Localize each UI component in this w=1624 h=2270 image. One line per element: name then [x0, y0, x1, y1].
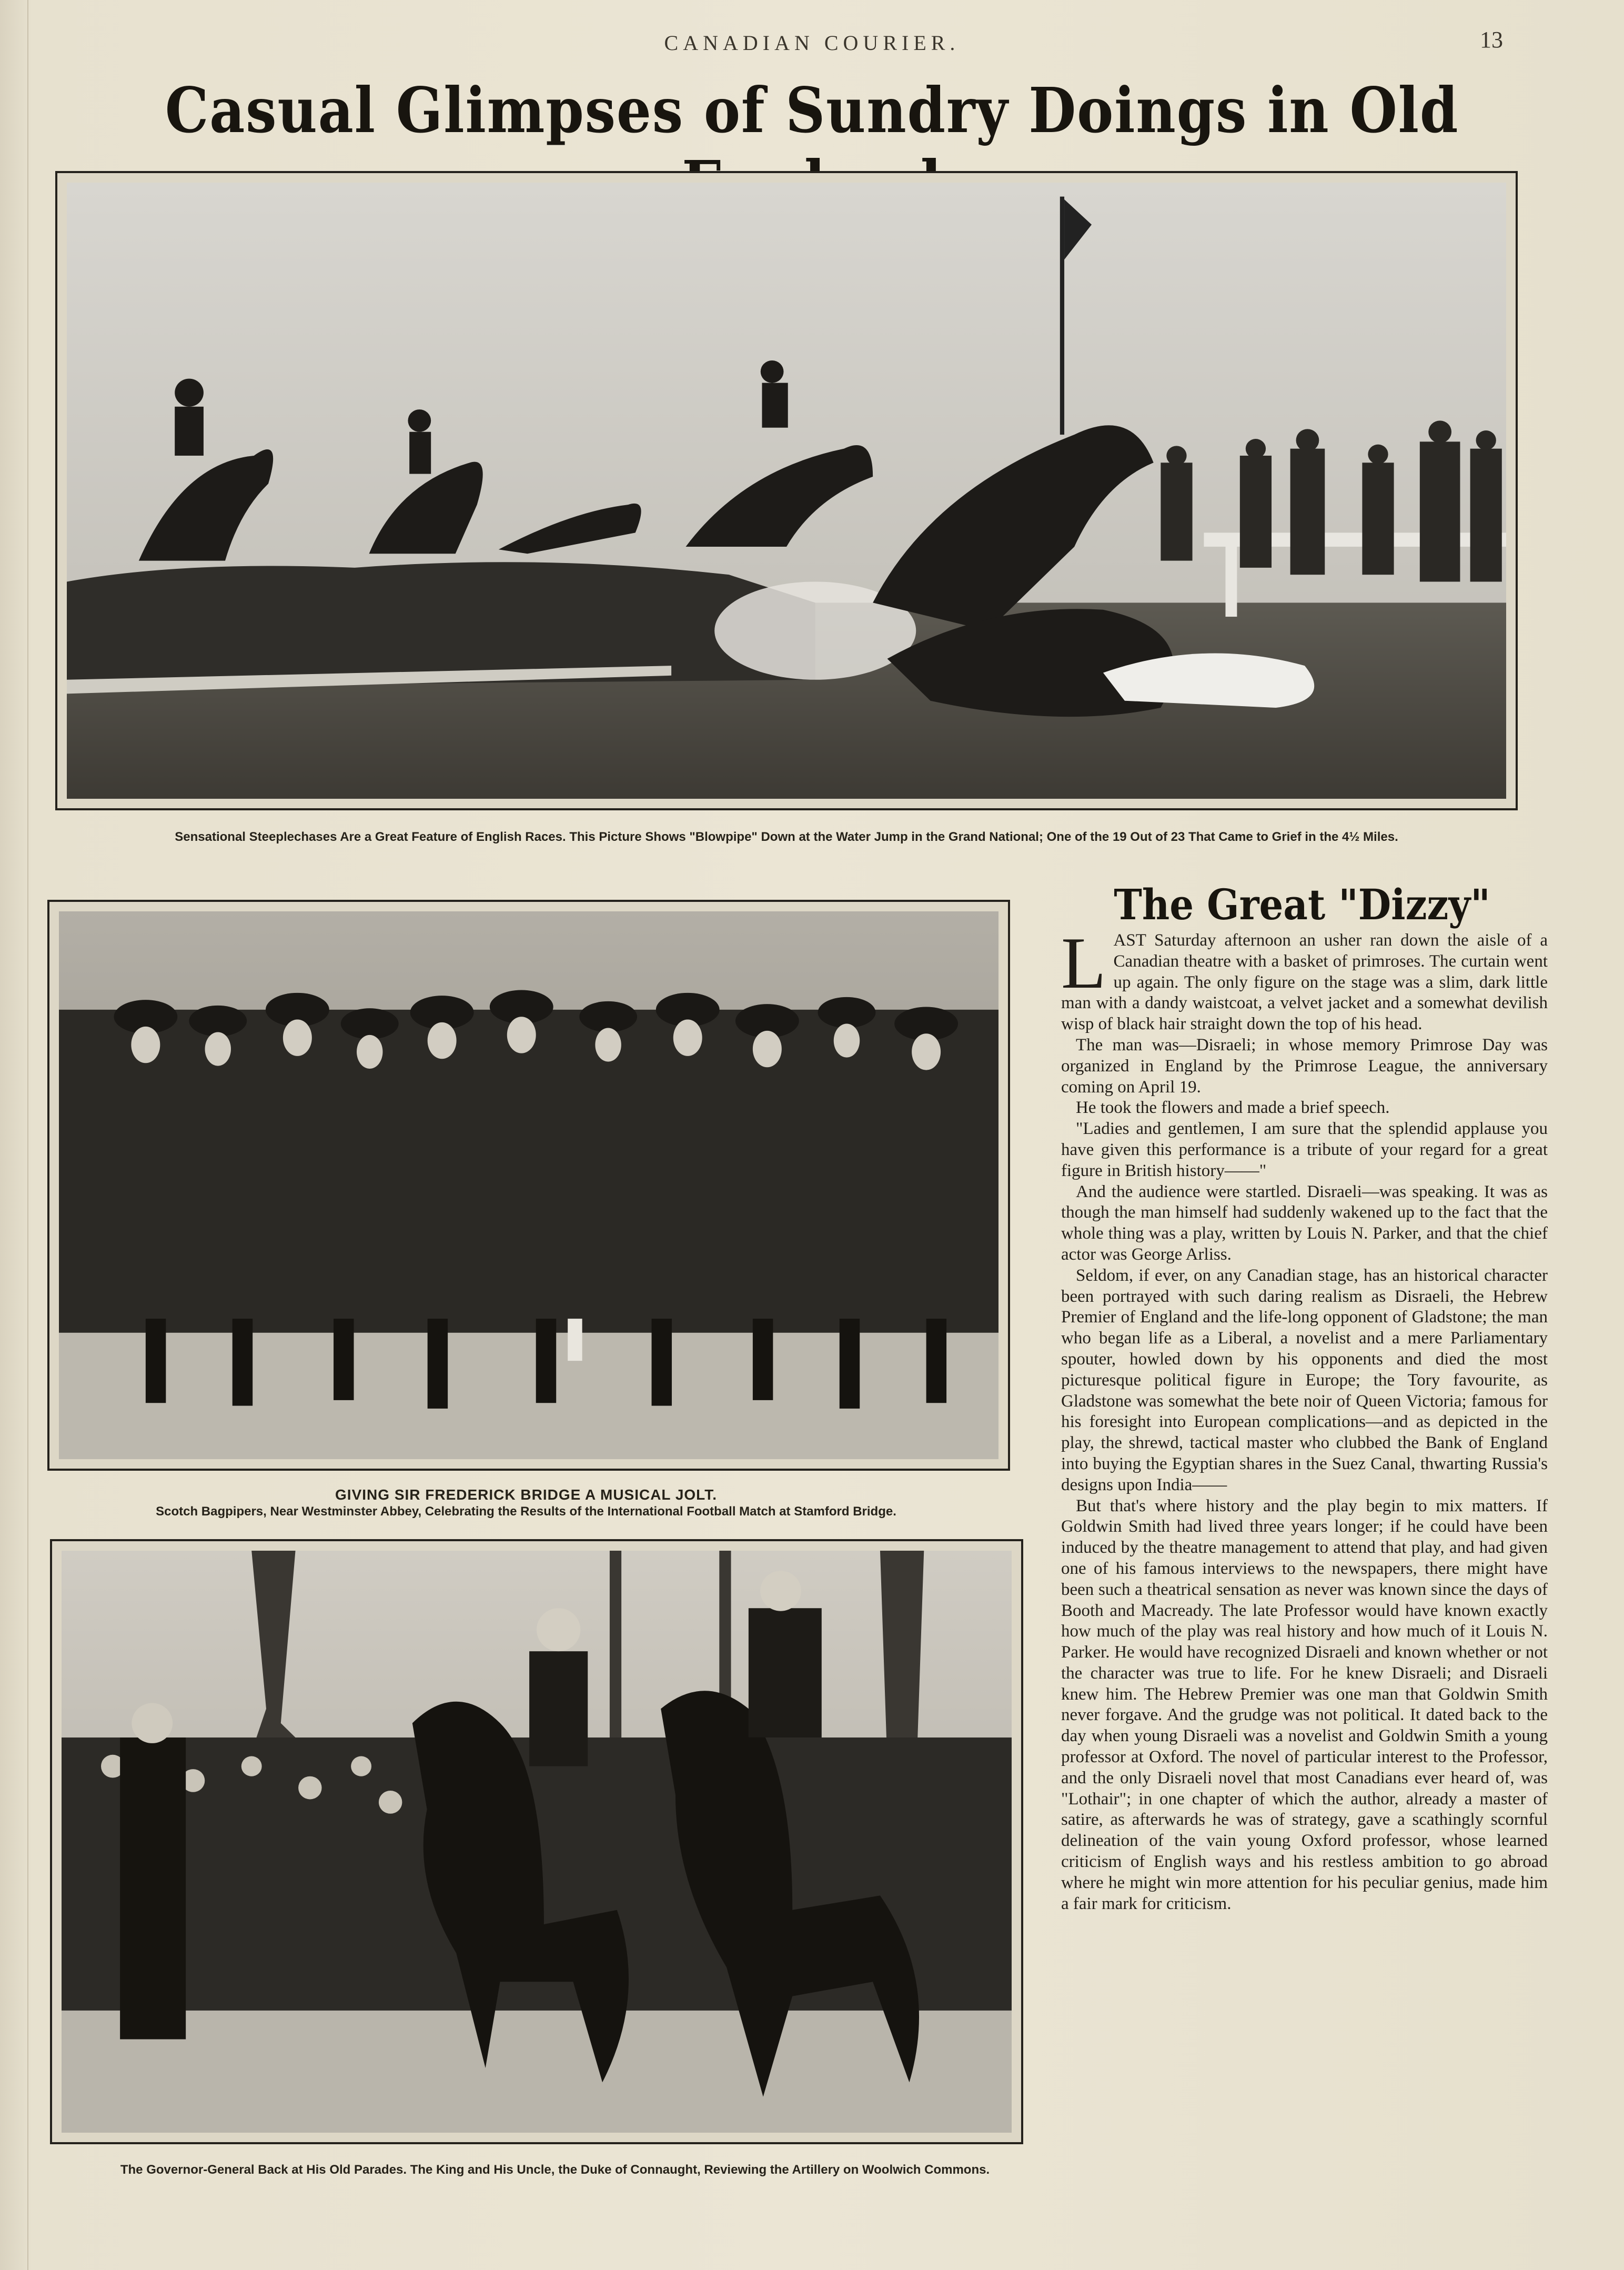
parade-caption	[63, 2162, 1047, 2178]
page-headline: Casual Glimpses of Sundry Doings in Old	[165, 74, 1459, 147]
article-paragraph: He took the flowers and made a brief speech.	[1076, 1098, 1390, 1118]
bagpipers-caption	[32, 1486, 1021, 1520]
article-title: The Great "Dizzy"	[1114, 880, 1490, 929]
article-paragraph-text: AST Saturday afternoon an usher ran down the aisle of a Canadian theatre with a basket of primroses. The curtain went up again. The only figure on the stage was a slim, dark little man with a dandy waistcoat, a velvet jacket and a somewhat devilish wisp of black hair straight down the top of his head.	[1061, 931, 1548, 1034]
steeplechase-caption	[74, 829, 1499, 846]
steeplechase-photo	[67, 183, 1506, 799]
bagpipers-photo-frame	[47, 900, 1010, 1471]
article-paragraph: And the audience were startled. Disraeli—was speaking. It was as though the man himself had suddenly wakened up to the fact that the whole thing was a play, written by Louis N. Parker, and that the chief actor was George Arliss.	[1061, 1182, 1548, 1264]
page-number: 13	[1480, 27, 1503, 53]
bagpipers-caption-title: GIVING SIR FREDERICK BRIDGE A MUSICAL JOLT.	[335, 1486, 717, 1503]
article-paragraph: The man was—Disraeli; in whose memory Primrose Day was organized in England by the Primrose League, the anniversary coming on April 19.	[1061, 1035, 1548, 1097]
article-body	[1061, 922, 1548, 1914]
parade-caption-text: The Governor-General Back at His Old Parades. The King and His Uncle, the Duke of Connaught, Reviewing the Artillery on Woolwich Commons.	[120, 2163, 990, 2177]
steeplechase-photo-frame	[55, 171, 1518, 810]
parade-photo-frame	[50, 1539, 1023, 2144]
article-paragraph	[1061, 922, 1548, 1035]
steeplechase-caption-text: Sensational Steeplechases Are a Great Feature of English Races. This Picture Shows "Blowpipe" Down at the Water Jump in the Grand National; One of the 19 Out of 23 That Came to Grief in the 4½ Miles.	[175, 830, 1398, 844]
page-fold	[27, 0, 28, 2270]
article-paragraph: Seldom, if ever, on any Canadian stage, has an historical character been portrayed with such daring realism as Disraeli, the Hebrew Premier of England and the life-long opponent of Gladstone; the man who began life as a Liberal, a novelist and a mere Parliamentary spouter, howled down by his opponents and died the most picturesque political figure in Europe; the Tory favourite, as Gladstone was somewhat the bete noir of Queen Victoria; famous for his foresight into European complications—and as depicted in the play, the shrewd, tactical master who clubbed the Bank of England into buying the Egyptian shares in the Suez Canal, thwarting Russia's designs upon India——	[1061, 1265, 1548, 1494]
running-header: CANADIAN COURIER.	[664, 31, 960, 55]
article-paragraph: But that's where history and the play begin to mix matters. If Goldwin Smith had lived three years longer; if he could have been induced by the theatre management to attend that play, and had given one of his famous interviews to the newspapers, there might have been such a theatrical sensation as never was known since the days of Booth and Macready. The late Professor would have known exactly how much of the play was real history and how much of it Louis N. Parker. He would have recognized Disraeli and known whether or not the character was true to life. For he knew Disraeli; and Disraeli knew him. The Hebrew Premier was one man that Goldwin Smith never forgave. And the grudge was not political. It dated back to the day when young Disraeli was a novelist and Goldwin Smith a young professor at Oxford. The novel of particular interest to the Professor, and the only Disraeli novel that most Canadians ever heard of, was "Lothair"; in one chapter of which the author, already a master of satire, as afterwards he was of strategy, gave a scathingly scornful delineation of the vain young Oxford professor, whose learned criticism of English ways and his restless ambition to go abroad where he might win more attention for his peculiar genius, made him a fair mark for criticism.	[1061, 1496, 1548, 1913]
bagpipers-caption-text: Scotch Bagpipers, Near Westminster Abbey, Celebrating the Results of the International Football Match at Stamford Bridge.	[156, 1504, 896, 1519]
drop-cap: L	[1061, 922, 1106, 1004]
parade-photo	[62, 1551, 1012, 2133]
article-paragraph: "Ladies and gentlemen, I am sure that the splendid applause you have given this performance is a tribute of your regard for a great figure in British history——"	[1061, 1119, 1548, 1180]
bagpipers-photo	[59, 911, 998, 1459]
